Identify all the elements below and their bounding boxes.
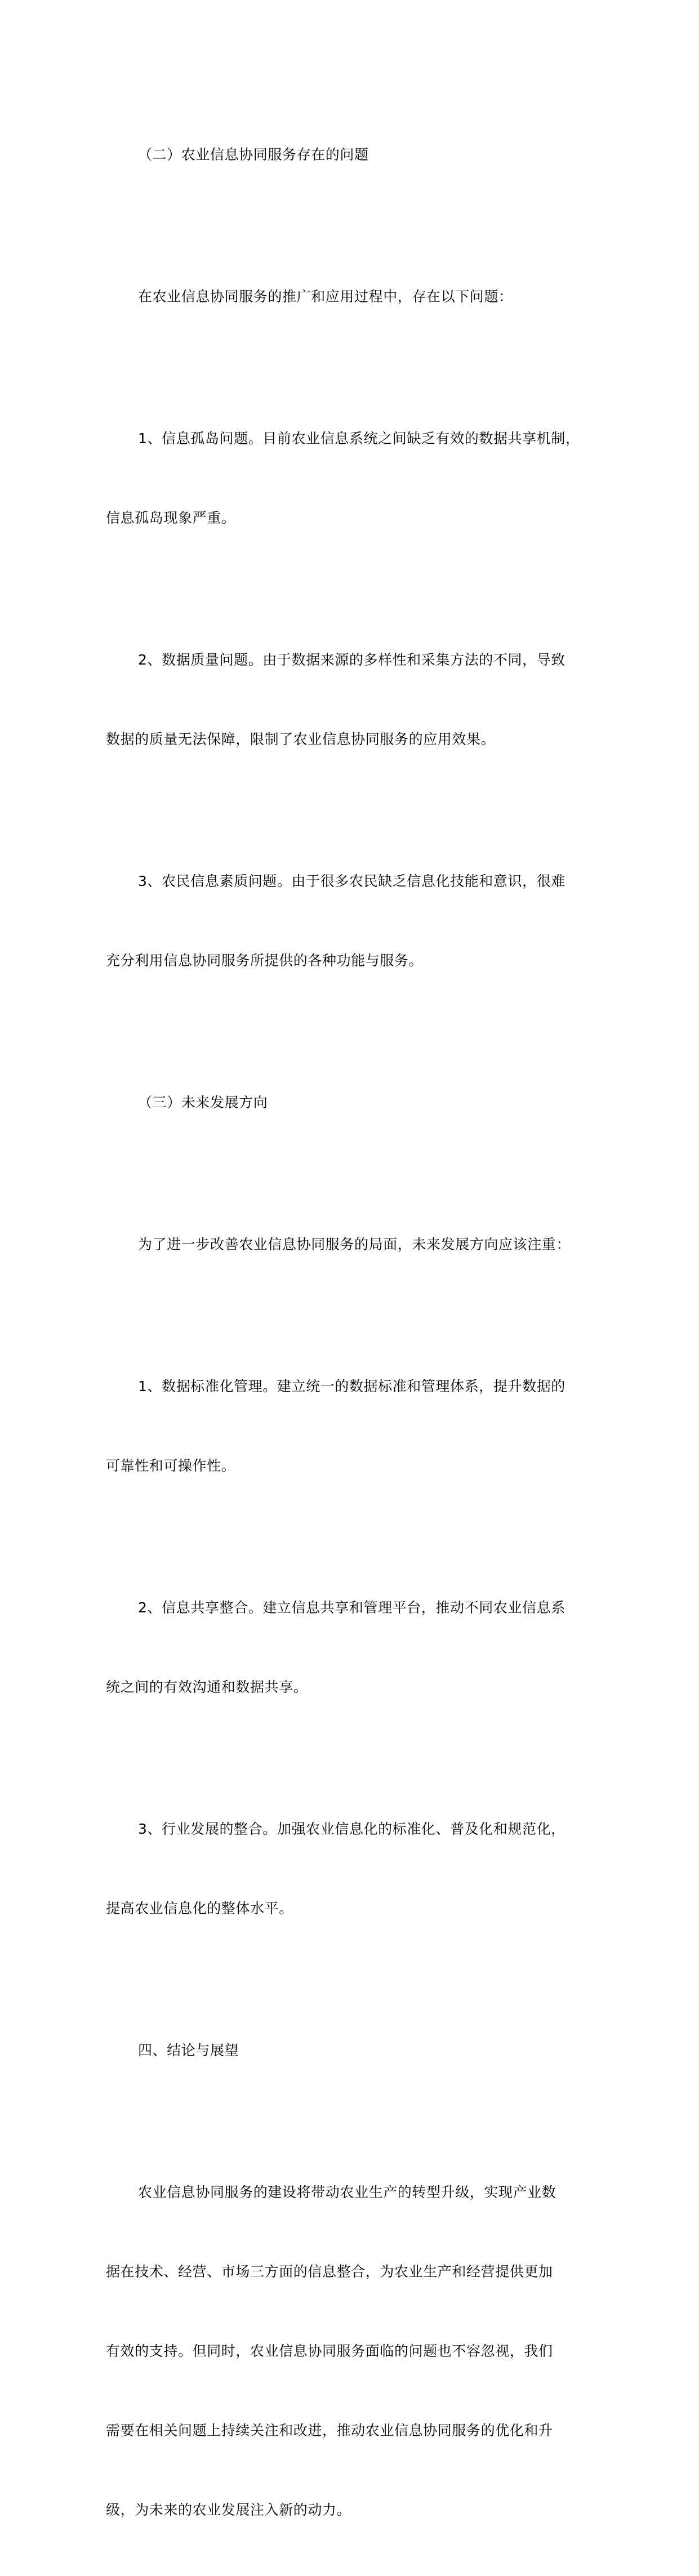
paragraph-line: （二）农业信息协同服务存在的问题 <box>138 146 369 163</box>
paragraph-problem-2 <box>106 594 613 805</box>
paragraph-line: 2、信息共享整合。建立信息共享和管理平台，推动不同农业信息系 <box>138 1599 566 1616</box>
paragraph-problem-3 <box>106 815 613 1027</box>
paragraph-line: 据在技术、经营、市场三方面的信息整合，为农业生产和经营提供更加 <box>106 2263 553 2280</box>
paragraph-line: 需要在相关问题上持续关注和改进，推动农业信息协同服务的优化和升 <box>106 2422 553 2439</box>
paragraph-future-intro <box>106 1178 613 1311</box>
section-heading-problems <box>106 88 613 221</box>
paragraph-line: 2、数据质量问题。由于数据来源的多样性和采集方法的不同，导致 <box>138 652 566 668</box>
paragraph-line: 为了进一步改善农业信息协同服务的局面，未来发展方向应该注重： <box>138 1236 571 1253</box>
paragraph-line: 提高农业信息化的整体水平。 <box>106 1900 293 1917</box>
paragraph-future-3 <box>106 1763 613 1975</box>
paragraph-line: 3、农民信息素质问题。由于很多农民缺乏信息化技能和意识，很难 <box>138 873 566 889</box>
document-body <box>106 88 613 2576</box>
paragraph-line: 1、数据标准化管理。建立统一的数据标准和管理体系，提升数据的 <box>138 1378 566 1394</box>
paragraph-line: 在农业信息协同服务的推广和应用过程中，存在以下问题： <box>138 288 513 305</box>
paragraph-line: 数据的质量无法保障，限制了农业信息协同服务的应用效果。 <box>106 731 496 747</box>
paragraph-future-1 <box>106 1320 613 1532</box>
paragraph-problem-1 <box>106 372 613 584</box>
paragraph-problems-intro <box>106 230 613 363</box>
paragraph-conclusion <box>106 2126 613 2576</box>
paragraph-line: 1、信息孤岛问题。目前农业信息系统之间缺乏有效的数据共享机制， <box>138 430 580 447</box>
paragraph-line: 级，为未来的农业发展注入新的动力。 <box>106 2502 351 2518</box>
paragraph-line: 有效的支持。但同时，农业信息协同服务面临的问题也不容忽视，我们 <box>106 2343 553 2359</box>
paragraph-line: 3、行业发展的整合。加强农业信息化的标准化、普及化和规范化， <box>138 1821 566 1837</box>
paragraph-line: 统之间的有效沟通和数据共享。 <box>106 1679 308 1695</box>
paragraph-line: （三）未来发展方向 <box>138 1094 268 1111</box>
paragraph-line: 信息孤岛现象严重。 <box>106 510 236 526</box>
paragraph-line: 四、结论与展望 <box>138 2042 239 2058</box>
paragraph-line: 充分利用信息协同服务所提供的各种功能与服务。 <box>106 952 424 969</box>
section-heading-future <box>106 1036 613 1169</box>
section-heading-conclusion <box>106 1984 613 2116</box>
paragraph-line: 农业信息协同服务的建设将带动农业生产的转型升级，实现产业数 <box>138 2184 556 2200</box>
paragraph-future-2 <box>106 1541 613 1753</box>
paragraph-line: 可靠性和可操作性。 <box>106 1458 236 1474</box>
